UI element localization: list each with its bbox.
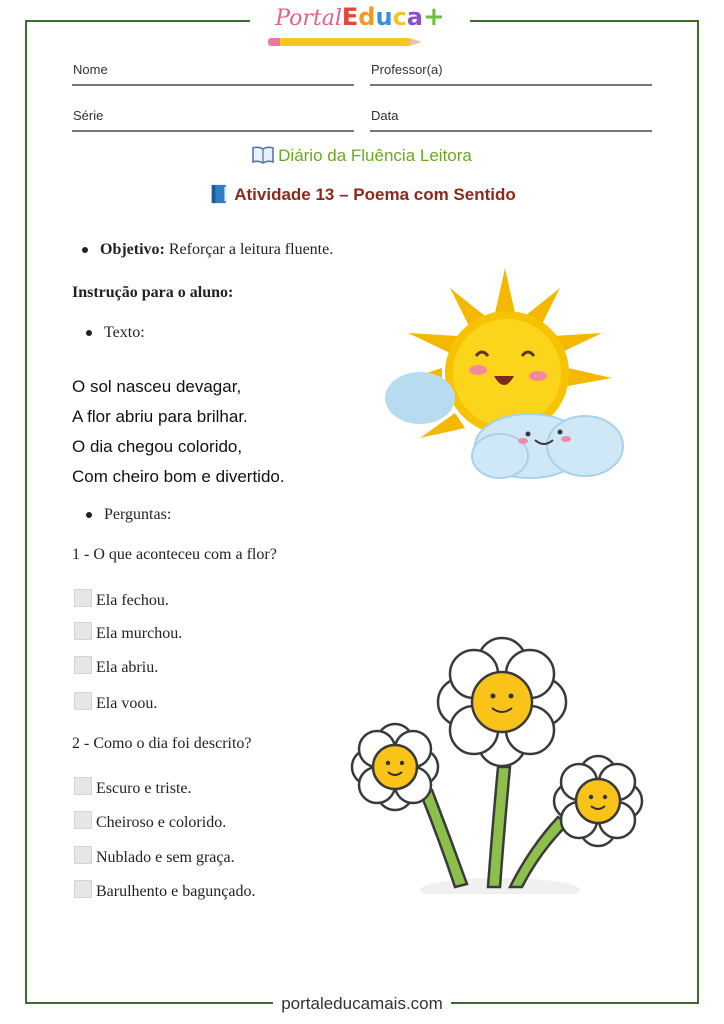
q1-option[interactable]: Ela voou. <box>74 692 157 713</box>
activity-title: Atividade 13 – Poema com Sentido <box>0 184 724 205</box>
grade-label: Série <box>73 108 104 123</box>
checkbox[interactable] <box>74 656 92 674</box>
stems <box>420 767 568 887</box>
diary-title: Diário da Fluência Leitora <box>0 145 724 166</box>
checkbox[interactable] <box>74 589 92 607</box>
checkbox[interactable] <box>74 692 92 710</box>
blue-book-icon <box>208 184 230 204</box>
poem-line: A flor abriu para brilhar. <box>72 407 248 426</box>
q1-option[interactable]: Ela fechou. <box>74 589 169 610</box>
q2-option[interactable]: Barulhento e bagunçado. <box>74 880 256 901</box>
teacher-label: Professor(a) <box>371 62 443 77</box>
sun-cloud-illustration <box>380 268 630 493</box>
grade-field[interactable] <box>72 104 354 132</box>
logo-educa: Educa <box>341 3 423 31</box>
cloud-left <box>385 372 455 424</box>
question-1: 1 - O que aconteceu com a flor? <box>72 546 277 563</box>
flowers-illustration <box>340 632 658 894</box>
q1-option[interactable]: Ela murchou. <box>74 622 182 643</box>
center-flower <box>438 638 566 766</box>
checkbox[interactable] <box>74 811 92 829</box>
pencil-icon <box>280 38 410 46</box>
objective-label: Objetivo: <box>100 241 165 258</box>
checkbox[interactable] <box>74 777 92 795</box>
q1-option[interactable]: Ela abriu. <box>74 656 158 677</box>
checkbox[interactable] <box>74 880 92 898</box>
question-2: 2 - Como o dia foi descrito? <box>72 735 252 752</box>
date-field[interactable] <box>370 104 652 132</box>
teacher-field[interactable] <box>370 58 652 86</box>
footer-url[interactable]: portaleducamais.com <box>0 994 724 1014</box>
open-book-icon <box>252 145 274 165</box>
instruction-heading: Instrução para o aluno: <box>72 284 234 301</box>
right-flower <box>554 756 642 846</box>
name-field[interactable] <box>72 58 354 86</box>
cloud-right <box>472 414 623 478</box>
questions-label-item: Perguntas: <box>86 506 171 524</box>
objective-text: Reforçar a leitura fluente. <box>164 241 334 258</box>
q2-option[interactable]: Nublado e sem graça. <box>74 846 235 867</box>
objective-item <box>82 241 333 259</box>
poem-line: O dia chegou colorido, <box>72 437 243 456</box>
poem-line: Com cheiro bom e divertido. <box>72 467 285 486</box>
poem-line: O sol nasceu devagar, <box>72 377 242 396</box>
checkbox[interactable] <box>74 622 92 640</box>
logo-plus: + <box>423 2 445 32</box>
left-flower <box>352 724 438 810</box>
poem <box>72 372 285 492</box>
q2-option[interactable]: Escuro e triste. <box>74 777 192 798</box>
q2-option[interactable]: Cheiroso e colorido. <box>74 811 226 832</box>
logo-portal: Portal <box>275 6 342 31</box>
text-label-item: Texto: <box>86 324 145 342</box>
checkbox[interactable] <box>74 846 92 864</box>
date-label: Data <box>371 108 399 123</box>
name-label: Nome <box>73 62 108 77</box>
